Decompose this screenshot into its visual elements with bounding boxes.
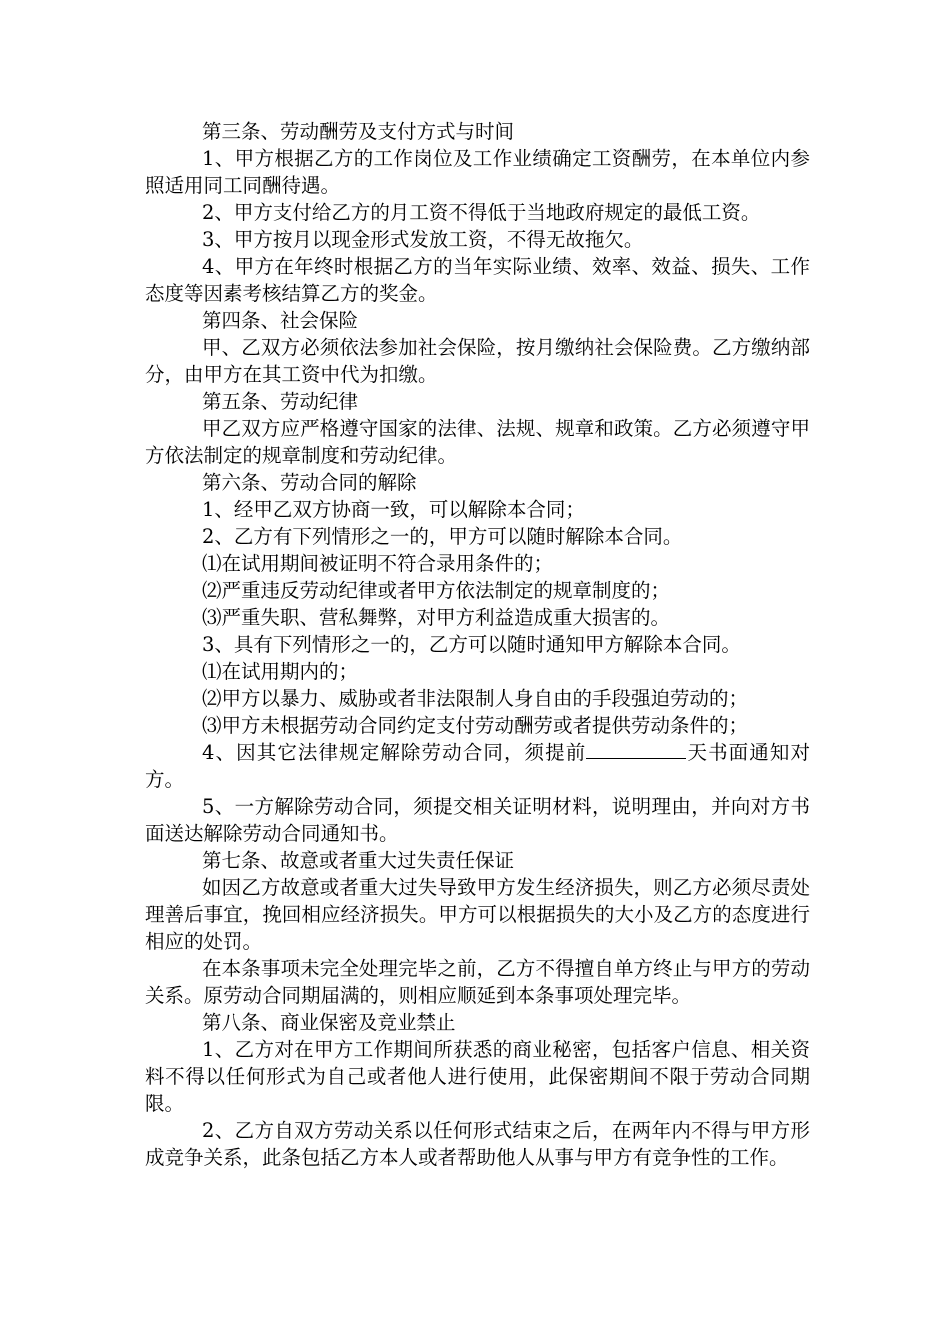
article-6-clause-4 — [145, 739, 810, 793]
article-6-clause-2-item-2: ⑵严重违反劳动纪律或者甲方依法制定的规章制度的； — [202, 579, 671, 602]
article-6-clause-3-item-2: ⑵甲方以暴力、威胁或者非法限制人身自由的手段强迫劳动的； — [202, 687, 749, 710]
notice-days-blank — [586, 740, 686, 759]
article-8-title: 第八条、商业保密及竞业禁止 — [202, 1011, 456, 1034]
article-6-clause-2-item-1: ⑴在试用期间被证明不符合录用条件的； — [202, 552, 554, 575]
article-6-clause-3: 3、具有下列情形之一的，乙方可以随时通知甲方解除本合同。 — [202, 633, 741, 656]
article-6-clause-3-item-1: ⑴在试用期内的； — [202, 660, 359, 683]
article-3-title: 第三条、劳动酬劳及支付方式与时间 — [202, 120, 515, 143]
article-5-title: 第五条、劳动纪律 — [202, 390, 359, 413]
article-6-title: 第六条、劳动合同的解除 — [202, 471, 417, 494]
article-6-clause-4-text-before: 4、因其它法律规定解除劳动合同，须提前 — [202, 741, 587, 764]
article-4-clause-1: 甲、乙双方必须依法参加社会保险，按月缴纳社会保险费。乙方缴纳部分，由甲方在其工资中代为扣缴。 — [145, 336, 810, 386]
article-3-clause-1: 1、甲方根据乙方的工作岗位及工作业绩确定工资酬劳，在本单位内参照适用同工同酬待遇。 — [145, 147, 810, 197]
article-7-clause-2: 在本条事项未完全处理完毕之前，乙方不得擅自单方终止与甲方的劳动关系。原劳动合同期届满的，则相应顺延到本条事项处理完毕。 — [145, 957, 810, 1007]
article-3-clause-3: 3、甲方按月以现金形式发放工资，不得无故拖欠。 — [202, 228, 644, 251]
article-7-clause-1: 如因乙方故意或者重大过失导致甲方发生经济损失，则乙方必须尽责处理善后事宜，挽回相应经济损失。甲方可以根据损失的大小及乙方的态度进行相应的处罚。 — [145, 876, 810, 953]
article-8-clause-2: 2、乙方自双方劳动关系以任何形式结束之后，在两年内不得与甲方形成竞争关系，此条包括乙方本人或者帮助他人从事与甲方有竞争性的工作。 — [145, 1119, 810, 1169]
article-6-clause-4-text-after: 天书面通知对方。 — [145, 741, 810, 791]
article-5-clause-1: 甲乙双方应严格遵守国家的法律、法规、规章和政策。乙方必须遵守甲方依法制定的规章制度和劳动纪律。 — [145, 417, 810, 467]
article-8-clause-1: 1、乙方对在甲方工作期间所获悉的商业秘密，包括客户信息、相关资料不得以任何形式为自己或者他人进行使用，此保密期间不限于劳动合同期限。 — [145, 1038, 810, 1115]
article-6-clause-3-item-3: ⑶甲方未根据劳动合同约定支付劳动酬劳或者提供劳动条件的； — [202, 714, 749, 737]
article-7-title: 第七条、故意或者重大过失责任保证 — [202, 849, 515, 872]
article-6-clause-2: 2、乙方有下列情形之一的，甲方可以随时解除本合同。 — [202, 525, 683, 548]
contract-page — [145, 118, 810, 1171]
article-6-clause-1: 1、经甲乙双方协商一致，可以解除本合同； — [202, 498, 585, 521]
article-6-clause-5: 5、一方解除劳动合同，须提交相关证明材料，说明理由，并向对方书面送达解除劳动合同通知书。 — [145, 795, 810, 845]
article-6-clause-2-item-3: ⑶严重失职、营私舞弊，对甲方利益造成重大损害的。 — [202, 606, 671, 629]
article-4-title: 第四条、社会保险 — [202, 309, 359, 332]
article-3-clause-4: 4、甲方在年终时根据乙方的当年实际业绩、效率、效益、损失、工作态度等因素考核结算乙方的奖金。 — [145, 255, 810, 305]
article-3-clause-2: 2、甲方支付给乙方的月工资不得低于当地政府规定的最低工资。 — [202, 201, 761, 224]
